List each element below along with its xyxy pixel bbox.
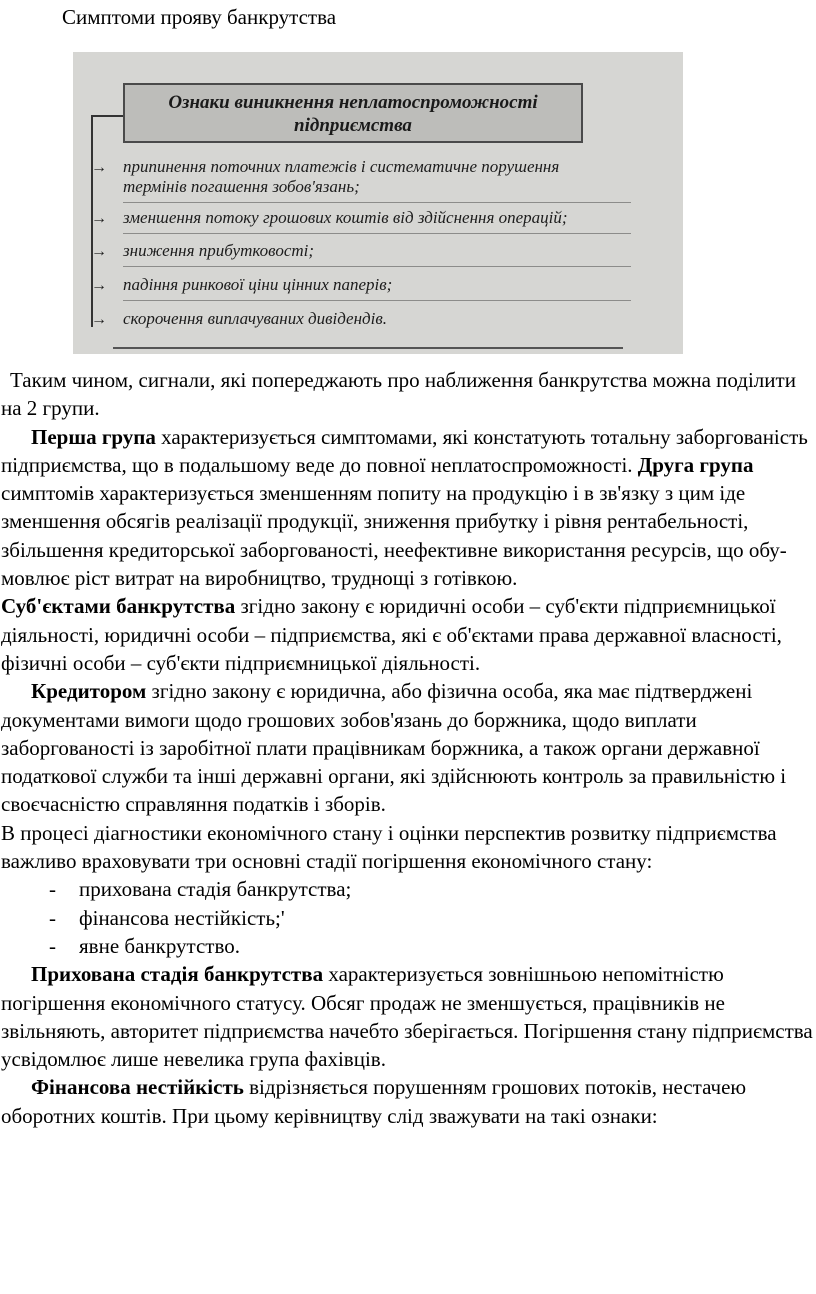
paragraph xyxy=(1,366,813,423)
term-bankruptcy-subjects: Суб'єктами банкрутства xyxy=(1,594,236,619)
bullet-dash: - xyxy=(49,877,56,902)
list-item-text: прихована стадія банкрутства; xyxy=(79,877,352,902)
arrow-right-icon: → xyxy=(91,159,107,176)
paragraph-text: характеризується зовнішньою непомітністю погіршення економічного статусу. Обсяг продаж не зменшується, працівників не звільняють, авторитет підприємства начебто зберігається. Погіршення стану підприємства усвідомлює лише невелика група фахівців. xyxy=(1,962,813,1072)
term-financial-instability: Фінансова нестійкість xyxy=(31,1075,244,1100)
bullet-dash: - xyxy=(49,905,56,930)
figure-item xyxy=(91,309,671,329)
scanned-figure xyxy=(73,52,683,354)
figure-item xyxy=(91,241,671,261)
figure-item-line: зниження прибутковості; xyxy=(123,241,315,260)
paragraph-text: Таким чином, сигнали, які попереджають про наближення банкрутства можна поділити на 2 групи. xyxy=(1,368,796,421)
list-item-text: явне банкрутство. xyxy=(79,933,241,958)
figure-item xyxy=(91,157,671,197)
arrow-right-icon: → xyxy=(91,243,107,260)
figure-header-line2: підприємства xyxy=(294,115,412,136)
paragraph-text: згідно закону є юридичні особи – суб'єкти підприємницької діяльності, юридичні особи – підприємства, які є об'єктами права державної власності, фізичні особи – суб'єкти підприємницької діяльності. xyxy=(1,594,782,675)
paragraph xyxy=(1,819,813,876)
figure-item-line: припинення поточних платежів і систематичне порушення xyxy=(123,157,560,176)
figure-item-line: зменшення потоку грошових коштів від здійснення операцій; xyxy=(123,208,568,227)
paragraph xyxy=(1,1073,813,1130)
list-item-text: фінансова нестійкість;' xyxy=(79,905,285,930)
page-title: Симптоми прояву банкрутства xyxy=(62,5,337,29)
body-text xyxy=(1,366,813,1130)
figure-bottom-rule xyxy=(113,347,623,349)
figure-item-line: скорочення виплачуваних дивідендів. xyxy=(123,309,387,328)
arrow-right-icon: → xyxy=(91,210,107,227)
paragraph-text: відрізняється порушенням грошових потоків, нестачею оборотних коштів. При цьому керівництву слід зважувати на такі ознаки: xyxy=(1,1075,747,1128)
paragraph xyxy=(1,960,813,1073)
paragraph-text: характеризується симптомами, які констатують тотальну заборгованість підприємства, що в подальшому веде до повної неплатоспроможності. xyxy=(1,424,808,477)
figure-item xyxy=(91,208,671,228)
figure-header-line1: Ознаки виникнення неплатоспроможності xyxy=(168,92,538,113)
figure-item-line: падіння ринкової ціни цінних паперів; xyxy=(123,275,393,294)
figure-connector-stub xyxy=(91,115,123,117)
figure-item xyxy=(91,275,671,295)
paragraph-text: В процесі діагностики економічного стану і оцінки перспектив розвитку підприємства важливо враховувати три основні стадії погіршення економічного стану: xyxy=(1,820,777,874)
arrow-right-icon: → xyxy=(91,311,107,328)
list-item xyxy=(1,875,813,903)
list-item xyxy=(1,904,813,932)
paragraph xyxy=(1,423,813,593)
paragraph-text: згідно закону є юридична, або фізична особа, яка має підтверджені документами вимоги щодо грошових зобов'язань до боржника, щодо виплати заборгованості із заробітної плати працівникам боржника, а також органи державної податкової служби та інші державні органи, які здійснюють контроль за правильністю і своєчасністю справляння податків і зборів. xyxy=(1,679,787,817)
term-creditor: Кредитором xyxy=(31,679,147,704)
paragraph xyxy=(1,592,813,677)
paragraph xyxy=(1,677,813,818)
figure-header-box xyxy=(123,83,583,143)
figure-item-line: термінів погашення зобов'язань; xyxy=(123,177,360,196)
term-second-group: Друга група xyxy=(637,452,754,477)
arrow-right-icon: → xyxy=(91,277,107,294)
term-hidden-stage: Прихована стадія банкрутства xyxy=(31,962,324,987)
term-first-group: Перша група xyxy=(31,424,156,449)
list-item xyxy=(1,932,813,960)
bullet-dash: - xyxy=(49,933,56,958)
paragraph-text: симптомів характеризується зменшенням попиту на продукцію і в зв'язку з цим іде зменшення обсягів реалізації продукції, зниження прибутку і рівня рентабельності, збільшення кредиторської заборгованості, неефективне використання ресурсів, що обу-мовлює ріст витрат на виробництво, труднощі з готівкою. xyxy=(1,481,787,591)
